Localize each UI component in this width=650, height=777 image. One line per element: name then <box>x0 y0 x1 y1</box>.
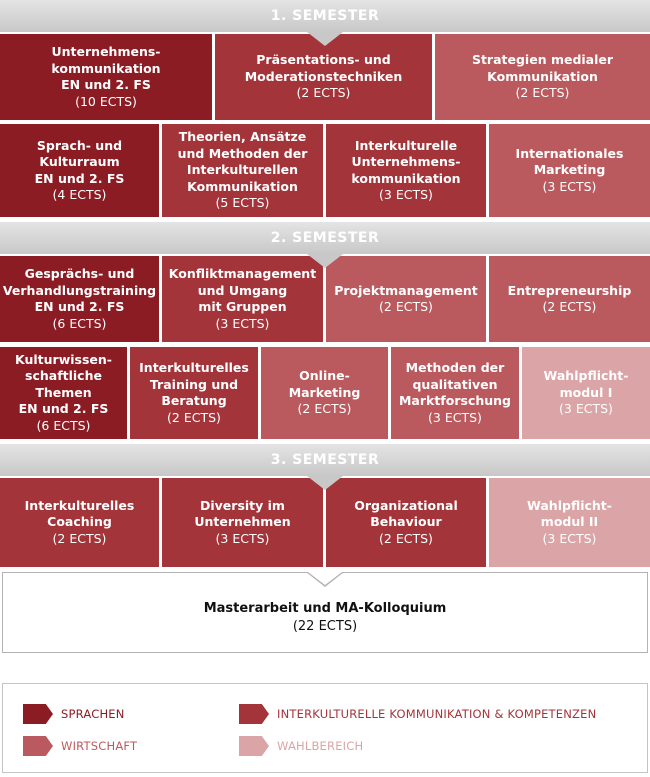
legend-item-interkulturelle-kommunikation <box>239 704 596 724</box>
module-wahlpflichtmodul-2 <box>489 478 650 567</box>
module-title: Interkulturelles Training und Beratung <box>139 360 249 408</box>
module-ects: (2 ECTS) <box>296 85 351 101</box>
module-title: Theorien, Ansätze und Methoden der Interkulturellen Kommunikation <box>177 129 308 194</box>
module-ects: (5 ECTS) <box>215 195 270 211</box>
semester-2-notch <box>307 254 343 268</box>
module-title: Organizational Behaviour <box>354 497 458 530</box>
legend-label: WAHLBEREICH <box>277 739 364 753</box>
module-title: Online- Marketing <box>288 368 361 400</box>
semester-1-notch <box>307 32 343 46</box>
legend-swatch-arrow-icon <box>239 736 269 756</box>
module-title: Projektmanagement <box>334 282 478 298</box>
module-title: Konfliktmanagement und Umgang mit Gruppen <box>168 266 317 314</box>
module-strategien-medialer-kommunikation <box>435 34 650 120</box>
module-kulturwissenschaftliche-themen <box>0 347 127 439</box>
module-methoden-qualitative-marktforschung <box>391 347 519 439</box>
module-ects: (2 ECTS) <box>297 401 352 417</box>
module-wahlpflichtmodul-1 <box>522 347 650 439</box>
module-title: Diversity im Unternehmen <box>194 497 291 530</box>
module-praesentationstechniken <box>215 34 432 120</box>
module-ects: (2 ECTS) <box>542 299 597 314</box>
legend <box>2 683 648 773</box>
module-ects: (2 ECTS) <box>515 85 570 101</box>
final-title: Masterarbeit und MA-Kolloquium <box>203 600 447 616</box>
module-ects: (10 ECTS) <box>75 93 137 109</box>
module-ects: (3 ECTS) <box>559 401 613 417</box>
semester-1-header: 1. SEMESTER <box>0 0 650 32</box>
module-online-marketing <box>261 347 388 439</box>
module-entrepreneurship <box>489 256 650 342</box>
module-ects: (2 ECTS) <box>167 409 221 425</box>
module-unternehmenskommunikation <box>0 34 212 120</box>
module-title: Interkulturelle Unternehmens- kommunikation <box>351 137 461 186</box>
module-interkulturelle-unternehmenskommunikation <box>326 124 486 217</box>
module-ects: (3 ECTS) <box>379 187 433 202</box>
module-title: Unternehmens- kommunikation EN und 2. FS <box>51 44 161 92</box>
module-title: Methoden der qualitativen Marktforschung <box>398 360 511 408</box>
legend-item-wirtschaft <box>23 736 137 756</box>
legend-label: WIRTSCHAFT <box>61 739 138 753</box>
module-diversity-im-unternehmen <box>162 478 323 567</box>
module-title: Wahlpflicht- modul II <box>527 497 612 530</box>
module-interkulturelles-training <box>130 347 258 439</box>
module-title: Internationales Marketing <box>515 145 624 178</box>
module-title: Entrepreneurship <box>507 282 632 298</box>
module-ects: (3 ECTS) <box>542 530 597 546</box>
module-organizational-behaviour <box>326 478 486 567</box>
module-title: Gesprächs- und Verhandlungstraining EN und 2. FS <box>2 266 157 314</box>
module-konfliktmanagement <box>162 256 323 342</box>
module-sprach-und-kulturraum <box>0 124 159 217</box>
module-title: Strategien medialer Kommunikation <box>471 52 614 84</box>
module-title: Sprach- und Kulturraum EN und 2. FS <box>34 137 125 186</box>
legend-swatch-arrow-icon <box>23 736 53 756</box>
legend-label: SPRACHEN <box>61 707 125 721</box>
legend-swatch-arrow-icon <box>239 704 269 724</box>
module-title: Interkulturelles Coaching <box>24 497 135 530</box>
semester-3-header: 3. SEMESTER <box>0 444 650 476</box>
module-internationales-marketing <box>489 124 650 217</box>
semester-3-notch <box>307 476 343 490</box>
module-ects: (4 ECTS) <box>52 187 107 202</box>
module-ects: (3 ECTS) <box>542 178 597 194</box>
module-projektmanagement <box>326 256 486 342</box>
legend-item-wahlbereich <box>239 736 363 756</box>
module-title: Wahlpflicht- modul I <box>543 368 629 400</box>
module-ects: (3 ECTS) <box>215 530 270 546</box>
module-ects: (6 ECTS) <box>52 315 107 331</box>
legend-item-sprachen <box>23 704 125 724</box>
module-ects: (2 ECTS) <box>379 299 433 314</box>
legend-label: INTERKULTURELLE KOMMUNIKATION & KOMPETENZEN <box>277 707 597 721</box>
semester-2-header: 2. SEMESTER <box>0 222 650 254</box>
final-notch <box>308 572 342 585</box>
module-ects: (6 ECTS) <box>36 417 91 433</box>
module-ects: (2 ECTS) <box>52 530 107 546</box>
module-ects: (3 ECTS) <box>428 409 482 425</box>
module-title: Präsentations- und Moderationstechniken <box>244 52 403 84</box>
module-title: Kulturwissen- schaftliche Themen EN und 2. FS <box>15 351 112 417</box>
module-interkulturelles-coaching <box>0 478 159 567</box>
legend-swatch-arrow-icon <box>23 704 53 724</box>
final-ects: (22 ECTS) <box>292 618 358 634</box>
module-theorien-ansaetze-methoden <box>162 124 323 217</box>
module-ects: (3 ECTS) <box>215 315 270 331</box>
module-gespraechs-verhandlungstraining <box>0 256 159 342</box>
module-ects: (2 ECTS) <box>379 530 433 546</box>
